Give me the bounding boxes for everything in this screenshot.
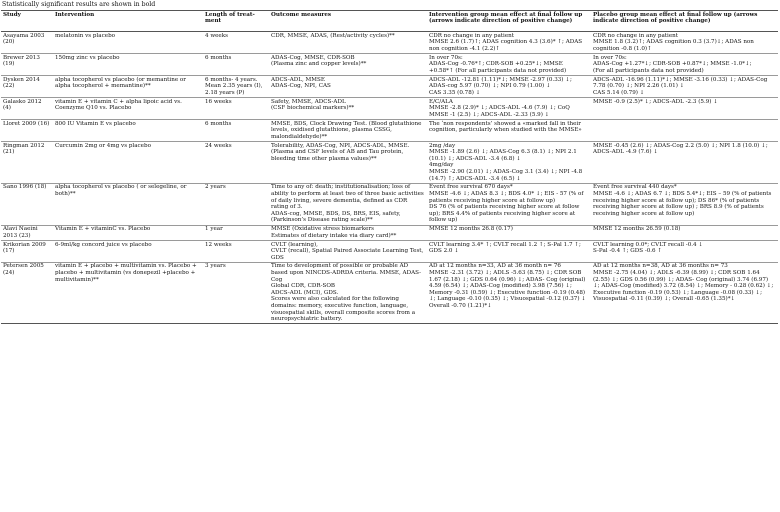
cell-placebo-effect-text: MMSE -0.45 (2.6) ↓; ADAS-Cog 2.2 (5.0) ↓; NPI 1.8 (10.0) ↓; ADCS-ADL -4.9 (7.6) ↓ (593, 142, 768, 156)
table-row (1, 120, 778, 142)
cell-intervention (53, 240, 203, 262)
cell-outcomes-text: Time to development of possible or probable AD based upon NINCDS-ADRDA criteria. MMSE, ADAS-Cog Global CDR, CDR-SOB ADCS-ADL (MCI), GDS. Scores were also calculated for the following domains: memory, executive function, language, visuospatial skills, overall composite scores from a neuropsychiatric battery. (271, 263, 422, 323)
cell-study-text: Brewer 2013 (19) (3, 54, 40, 68)
cell-study-text: Sano 1996 (18) (3, 184, 47, 191)
cell-outcomes (269, 32, 427, 54)
cell-study (1, 240, 53, 262)
table-row (1, 225, 778, 240)
cell-intervention-effect-text: CVLT learning 3.4* ↑; CVLT recall 1.2 ↑; S-Pal 1.7 ↑; GDS 2.0 ↓ (429, 241, 581, 255)
cell-intervention-effect (427, 32, 591, 54)
cell-outcomes-text: MMSE, BDS, Clock Drawing Test. (Blood glutathione levels, oxidised glutathione, plasma CSSG, malondialdehyde)** (271, 120, 422, 140)
cell-outcomes (269, 183, 427, 225)
cell-outcomes-text: Tolerability, ADAS-Cog, NPI, ADCS-ADL, MMSE. (Plasma and CSF levels of AB and Tau protein, bleeding time other plasma values)** (271, 142, 410, 162)
cell-placebo-effect-text: In over 70s: ADAS-Cog +1.27*↓; CDR-SOB +0.87*↓; MMSE -1.0*↓; (For all participants data not provided) (593, 54, 752, 74)
cell-intervention-text: 150mg zinc vs placebo (55, 54, 120, 61)
cell-study-text: Petersen 2005 (24) (3, 263, 44, 277)
cell-length-text: 6 months (205, 120, 232, 127)
cell-placebo-effect (591, 240, 778, 262)
header-placebo-effect: Placebo group mean effect at final follow up (arrows indicate direction of positive change) (591, 11, 778, 32)
cell-study (1, 54, 53, 76)
cell-intervention-effect (427, 76, 591, 98)
cell-intervention-text: 800 IU Vitamin E vs placebo (55, 120, 136, 127)
cell-placebo-effect-text: ADCS-ADL -16.96 (1.11)*↓; MMSE -3.16 (0.33) ↓; ADAS-Cog 7.78 (0.70) ↓; NPI 2.26 (1.01) ↓ CAS 5.14 (0.79) ↓ (593, 76, 768, 96)
cell-placebo-effect (591, 76, 778, 98)
cell-length-text: 16 weeks (205, 98, 232, 105)
cell-outcomes (269, 225, 427, 240)
cell-study (1, 32, 53, 54)
cell-placebo-effect-text: CDR no change in any patient MMSE 1.8 (3.2)↑; ADAS cognition 0.3 (3.7)↓; ADAS non cognition -0.8 (1.0)↑ (593, 32, 754, 52)
cell-length-text: 2 years (205, 184, 226, 191)
cell-study (1, 98, 53, 120)
table-row (1, 262, 778, 324)
cell-outcomes (269, 142, 427, 184)
cell-placebo-effect (591, 98, 778, 120)
cell-length (203, 98, 269, 120)
cell-study (1, 76, 53, 98)
cell-length-text: 6 months (205, 54, 232, 61)
cell-length (203, 32, 269, 54)
cell-intervention-effect (427, 183, 591, 225)
cell-outcomes-text: CVLT (learning), CVLT (recall), Spatial Paired Associate Learning Test, GDS (271, 241, 424, 261)
cell-length (203, 54, 269, 76)
cell-length (203, 142, 269, 184)
results-table (1, 10, 778, 324)
cell-study-text: Asayama 2003 (20) (3, 32, 45, 46)
cell-length-text: 24 weeks (205, 142, 232, 149)
cell-intervention-effect (427, 120, 591, 142)
cell-length (203, 225, 269, 240)
cell-intervention-text: melatonin vs placebo (55, 32, 116, 39)
cell-intervention-effect-text: AD at 12 months n=33, AD at 36 month n= 76 MMSE -2.31 (3.72) ↓; ADLS -5.63 (8.75) ↓; CDR SOB 1.67 (2.18) ↓; GDS 0.64 (0.96) ↓; ADAS- Cog (original) 4.59 (6.54) ↓; ADAS-Cog (modified) 3.98 (7.56) ↓; Memory -0.31 (0.59) ↓; Executive function -0.19 (0.48) ↓; Language -0.10 (0.35) ↓; Visuospatial -0.12 (0.37) ↓ Overall -0.70 (1.21)*↓ (429, 263, 586, 310)
header-intervention: Intervention (53, 11, 203, 32)
cell-outcomes (269, 240, 427, 262)
cell-length-text: 1 year (205, 226, 223, 233)
cell-study-text: Ringman 2012 (21) (3, 142, 45, 156)
cell-intervention (53, 32, 203, 54)
cell-intervention-effect-text: 2mg /day MMSE -1.89 (2.6) ↓; ADAS-Cog 6.3 (8.1) ↓; NPI 2.1 (10.1) ↓; ADCS-ADL -3.4 (6.8) ↓ 4mg/day MMSE -2.90 (2.01) ↓; ADAS-Cog 3.1 (3.4) ↓; NPI -4.8 (14.7) ↑; ADCS-ADL -3.4 (6.5) ↓ (429, 142, 583, 182)
cell-intervention-effect (427, 225, 591, 240)
cell-outcomes (269, 262, 427, 324)
table-body (1, 32, 778, 324)
cell-length (203, 240, 269, 262)
cell-intervention-effect-text: In over 70s: ADAS-Cog -0.76*↑; CDR-SOB +0.25*↓; MMSE +0.58*↑ (For all participants data not provided) (429, 54, 567, 74)
cell-outcomes (269, 98, 427, 120)
table-caption: Statistically significant results are shown in bold (2, 1, 156, 8)
table-row (1, 76, 778, 98)
header-row (1, 11, 778, 32)
cell-intervention (53, 98, 203, 120)
cell-outcomes-text: ADAS-Cog, MMSE, CDR-SOB (Plasma zinc and copper levels)** (271, 54, 367, 68)
cell-length (203, 120, 269, 142)
cell-intervention (53, 183, 203, 225)
cell-placebo-effect (591, 142, 778, 184)
cell-intervention-effect (427, 240, 591, 262)
cell-intervention (53, 225, 203, 240)
cell-length (203, 76, 269, 98)
cell-study-text: Lloret 2009 (16) (3, 120, 50, 127)
cell-placebo-effect (591, 32, 778, 54)
cell-intervention (53, 120, 203, 142)
cell-study (1, 142, 53, 184)
table-row (1, 98, 778, 120)
header-study: Study (1, 11, 53, 32)
cell-outcomes (269, 120, 427, 142)
cell-intervention-effect (427, 54, 591, 76)
cell-study-text: Dysken 2014 (22) (3, 76, 40, 90)
cell-intervention-effect (427, 98, 591, 120)
cell-placebo-effect (591, 54, 778, 76)
table-row (1, 32, 778, 54)
cell-intervention-effect-text: ADCS-ADL -12.81 (1.11)*↓; MMSE -2.97 (0.33) ↓; ADAS-cog 5.97 (0.70) ↓; NPI 0.79 (1.00) ↓ CAS 3.35 (0.78) ↓ (429, 76, 572, 96)
cell-intervention-text: vitamin E + placebo + multivitamin vs. Placebo + placebo + multivitamin (vs donepezil +placebo + multivitamin)** (55, 263, 197, 283)
cell-placebo-effect-text: MMSE 12 months 26.59 (0.18) (593, 226, 681, 233)
cell-intervention-effect-text: Event free survival 670 days* MMSE -4.6 ↓; ADAS 8.3 ↓; BDS 4.0* ↓; EIS - 57 (% of patients receiving higher score at follow up) DS 76 (% of patients receiving higher score at follow up); BRS 4.4% of patients receiving higher score at follow up) (429, 184, 584, 224)
cell-intervention-effect-text: The ‘non respondents’ showed a «marked fall in their cognition, particularly when studied with the MMSE» (429, 120, 582, 134)
cell-study (1, 183, 53, 225)
cell-outcomes-text: MMSE (Oxidative stress biomarkers Estimates of dietary intake via diary card)** (271, 226, 397, 239)
cell-study (1, 225, 53, 240)
cell-placebo-effect-text: AD at 12 months n=38, AD at 36 months n= 73 MMSE -2.75 (4.04) ↓; ADLS -6.39 (8.99) ↓; CDR SOB 1.64 (2.55) ↓; GDS 0.56 (0.99) ↓; ADAS- Cog (original) 3.74 (6.97) ↓; ADAS-Cog (modified) 3.72 (8.54) ↓; Memory - 0.28 (0.62) ↓; Executive function -0.19 (0.53) ↓; Language -0.08 (0.33) ↓; Visuospatial -0.11 (0.39) ↓; Overall -0.65 (1.35)*↓ (593, 263, 774, 303)
cell-intervention (53, 76, 203, 98)
cell-placebo-effect-text: Event free survival 440 days* MMSE -4.6 ↓; ADAS 6.7 ↓; BDS 5.4*↓; EIS – 59 (% of patients receiving higher score at follow up); DS 86* (% of patients receiving higher score at follow up) ; BRS 8.9 (% of patients receiving higher score at follow up) (593, 184, 772, 217)
cell-intervention-text: Curcumin 2mg or 4mg vs placebo (55, 142, 151, 149)
table-row (1, 240, 778, 262)
header-length: Length of treat-ment (203, 11, 269, 32)
cell-length (203, 183, 269, 225)
cell-outcomes-text: Safety, MMSE, ADCS-ADL (CSF biochemical markers)** (271, 98, 355, 112)
cell-intervention-text: alpha tocopherol vs placebo (or memantine or alpha tocopherol + memantine)** (55, 76, 186, 90)
table-row (1, 54, 778, 76)
cell-study (1, 120, 53, 142)
cell-outcomes (269, 76, 427, 98)
cell-intervention (53, 262, 203, 324)
cell-outcomes-text: CDR, MMSE, ADAS, (Rest/activity cycles)** (271, 32, 395, 39)
cell-intervention-text: alpha tocopherol vs placebo ( or selegeline, or both)** (55, 184, 187, 197)
cell-intervention-text: 6-9ml/kg concord juice vs placebo (55, 241, 152, 248)
table-row (1, 183, 778, 225)
cell-length-text: 12 weeks (205, 241, 232, 248)
cell-length-text: 6 months- 4 years. Mean 2.35 years (I), 2.18 years (P) (205, 76, 263, 96)
cell-intervention (53, 142, 203, 184)
cell-intervention-effect (427, 262, 591, 324)
cell-placebo-effect-text: CVLT learning 0.0*; CVLT recall -0.4 ↓ S-Pal -0.4 ↑; GDS -0.6 ↑ (593, 241, 704, 255)
cell-intervention-text: Vitamin E + vitaminC vs. Placebo (55, 226, 151, 233)
cell-intervention-effect-text: CDR no change in any patient MMSE 2.6 (1.7)↑; ADAS cognition 4.3 (3.6)* ↑; ADAS non cognition -4.1 (2.2)↑ (429, 32, 583, 52)
cell-intervention-effect-text: MMSE 12 months 26.8 (0.17) (429, 226, 513, 233)
cell-intervention-effect (427, 142, 591, 184)
cell-study-text: Alavi Naeini 2013 (23) (3, 226, 38, 239)
cell-intervention-text: vitamin E + vitamin C + alpha lipoic acid vs. Coenzyme Q10 vs. Placebo (55, 98, 182, 112)
cell-length (203, 262, 269, 324)
cell-study-text: Krikorian 2009 (17) (3, 241, 46, 255)
cell-outcomes-text: Time to any of: death; institutionalisation; loss of ability to perform at least two of three basic activities of daily living, severe dementia, defined as CDR rating of 3. ADAS-cog, MMSE, BDS, DS, BRS, EIS, safety, (Parkinson’s Disease rating scale)** (271, 184, 424, 224)
cell-placebo-effect (591, 262, 778, 324)
cell-intervention-effect-text: E/C/ALA MMSE -2.8 (2.9)* ↓; ADCS-ADL -4.6 (7.9) ↓; CoQ MMSE -1 (2.5) ↓; ADCS-ADL -2.33 (5.9) ↓ (429, 98, 570, 118)
cell-placebo-effect (591, 120, 778, 142)
cell-outcomes (269, 54, 427, 76)
cell-study-text: Galasko 2012 (4) (3, 98, 42, 112)
cell-intervention (53, 54, 203, 76)
table-header (1, 11, 778, 32)
cell-placebo-effect (591, 183, 778, 225)
cell-length-text: 3 years (205, 263, 226, 270)
cell-outcomes-text: ADCS-ADL, MMSE ADAS-Cog, NPI, CAS (271, 76, 331, 90)
header-outcomes: Outcome measures (269, 11, 427, 32)
cell-placebo-effect (591, 225, 778, 240)
cell-placebo-effect-text: MMSE -0.9 (2.5)* ↓; ADCS-ADL -2.3 (5.9) ↓ (593, 98, 718, 105)
header-intervention-effect: Intervention group mean effect at final follow up (arrows indicate direction of positive change) (427, 11, 591, 32)
cell-length-text: 4 weeks (205, 32, 229, 39)
table-row (1, 142, 778, 184)
cell-study (1, 262, 53, 324)
